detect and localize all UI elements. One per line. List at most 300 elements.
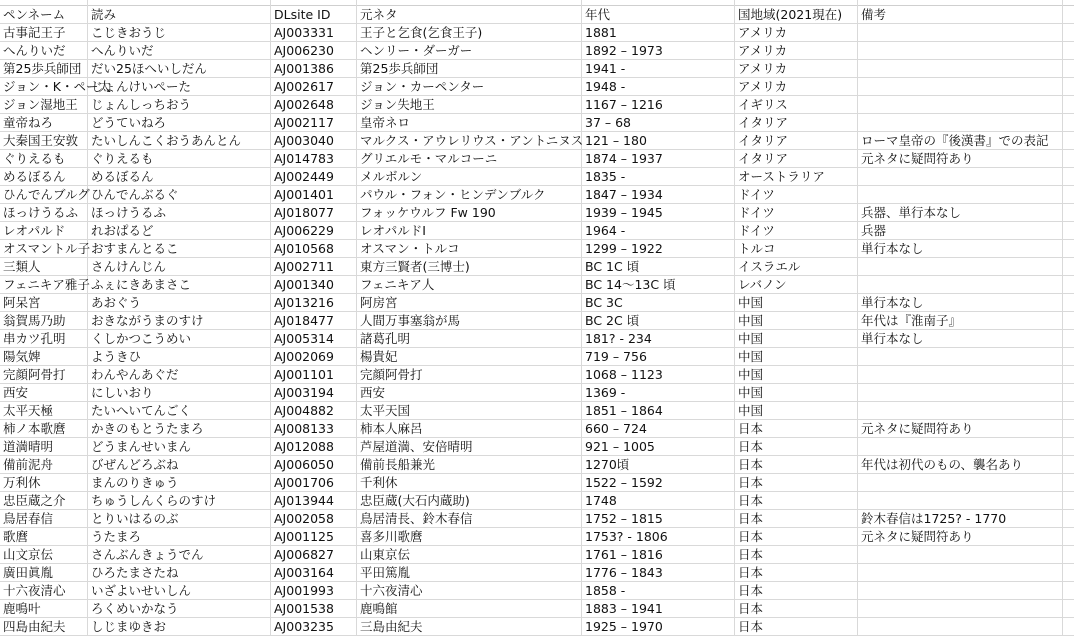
cell-source[interactable]: 柿本人麻呂 bbox=[357, 420, 582, 437]
table-row bbox=[0, 384, 1074, 402]
cell-notes[interactable]: 元ネタに疑問符あり bbox=[858, 420, 1063, 437]
cell-notes[interactable]: 鈴木春信は1725? - 1770 bbox=[858, 510, 1063, 527]
cell-empty[interactable] bbox=[1063, 96, 1074, 113]
cell-source[interactable]: ヘンリー・ダーガー bbox=[357, 42, 582, 59]
cell-empty[interactable] bbox=[1063, 222, 1074, 239]
table-row bbox=[0, 168, 1074, 186]
cell-reading[interactable]: ぐりえるも bbox=[88, 150, 271, 167]
table-row bbox=[0, 276, 1074, 294]
cell-reading[interactable]: まんのりきゅう bbox=[88, 474, 271, 491]
cell-pen-name[interactable]: 陽気婢 bbox=[0, 348, 88, 365]
cell-country[interactable]: イタリア bbox=[735, 150, 858, 167]
cell-empty[interactable] bbox=[1063, 438, 1074, 455]
cell-notes[interactable] bbox=[858, 114, 1063, 131]
cell-pen-name[interactable]: 山文京伝 bbox=[0, 546, 88, 563]
cell-country[interactable]: トルコ bbox=[735, 240, 858, 257]
cell-notes[interactable] bbox=[858, 384, 1063, 401]
cell-empty[interactable] bbox=[1063, 150, 1074, 167]
cell-pen-name[interactable]: めるぼるん bbox=[0, 168, 88, 185]
cell-era[interactable]: 121 – 180 bbox=[582, 132, 735, 149]
cell-source[interactable]: フォッケウルフ Fw 190 bbox=[357, 204, 582, 221]
cell-empty[interactable] bbox=[1063, 582, 1074, 599]
table-row bbox=[0, 222, 1074, 240]
cell-reading[interactable]: おきながうまのすけ bbox=[88, 312, 271, 329]
cell-country[interactable]: 日本 bbox=[735, 528, 858, 545]
cell-empty[interactable] bbox=[1063, 330, 1074, 347]
cell-era[interactable]: 1522 – 1592 bbox=[582, 474, 735, 491]
cell-reading[interactable]: ふぇにきあまさこ bbox=[88, 276, 271, 293]
cell-dlsite-id[interactable]: AJ003331 bbox=[271, 24, 357, 41]
cell-pen-name[interactable]: ジョン・K・ペー太 bbox=[0, 78, 88, 95]
cell-empty[interactable] bbox=[1063, 60, 1074, 77]
cell-dlsite-id[interactable]: AJ001993 bbox=[271, 582, 357, 599]
cell-empty[interactable] bbox=[1063, 456, 1074, 473]
cell-country[interactable]: オーストラリア bbox=[735, 168, 858, 185]
table-row bbox=[0, 474, 1074, 492]
cell-era[interactable]: 181? - 234 bbox=[582, 330, 735, 347]
cell-reading[interactable]: とりいはるのぶ bbox=[88, 510, 271, 527]
cell-source[interactable]: マルクス・アウレリウス・アントニヌス bbox=[357, 132, 582, 149]
cell-pen-name[interactable]: 柿ノ本歌麿 bbox=[0, 420, 88, 437]
cell-pen-name[interactable]: 廣田眞胤 bbox=[0, 564, 88, 581]
cell-era[interactable]: 719 – 756 bbox=[582, 348, 735, 365]
table-row bbox=[0, 438, 1074, 456]
cell-source[interactable]: 千利休 bbox=[357, 474, 582, 491]
cell-notes[interactable] bbox=[858, 186, 1063, 203]
cell-pen-name[interactable]: 古事記王子 bbox=[0, 24, 88, 41]
cell-notes[interactable] bbox=[858, 618, 1063, 635]
cell-country[interactable]: 中国 bbox=[735, 330, 858, 347]
cell-source[interactable]: 楊貴妃 bbox=[357, 348, 582, 365]
cell-country[interactable]: アメリカ bbox=[735, 42, 858, 59]
table-row bbox=[0, 582, 1074, 600]
cell-pen-name[interactable]: 十六夜清心 bbox=[0, 582, 88, 599]
cell-notes[interactable] bbox=[858, 96, 1063, 113]
cell-dlsite-id[interactable]: AJ002117 bbox=[271, 114, 357, 131]
cell-country[interactable]: イギリス bbox=[735, 96, 858, 113]
header-source[interactable]: 元ネタ bbox=[357, 6, 582, 23]
cell-reading[interactable]: ようきひ bbox=[88, 348, 271, 365]
cell-era[interactable]: 1925 – 1970 bbox=[582, 618, 735, 635]
cell-source[interactable]: 皇帝ネロ bbox=[357, 114, 582, 131]
cell-reading[interactable]: どうていねろ bbox=[88, 114, 271, 131]
cell-empty[interactable] bbox=[1063, 600, 1074, 617]
cell-source[interactable]: 鹿鳴館 bbox=[357, 600, 582, 617]
cell-dlsite-id[interactable]: AJ001340 bbox=[271, 276, 357, 293]
cell-empty[interactable] bbox=[1063, 474, 1074, 491]
cell-country[interactable]: イタリア bbox=[735, 132, 858, 149]
cell-era[interactable]: 1964 - bbox=[582, 222, 735, 239]
cell-era[interactable]: 1948 - bbox=[582, 78, 735, 95]
cell-pen-name[interactable]: レオパルド bbox=[0, 222, 88, 239]
cell-dlsite-id[interactable]: AJ003164 bbox=[271, 564, 357, 581]
cell-country[interactable]: 日本 bbox=[735, 438, 858, 455]
cell-source[interactable]: ジョン・カーペンター bbox=[357, 78, 582, 95]
cell-source[interactable]: 東方三賢者(三博士) bbox=[357, 258, 582, 275]
cell-reading[interactable]: びぜんどろぶね bbox=[88, 456, 271, 473]
cell-country[interactable]: イスラエル bbox=[735, 258, 858, 275]
cell-source[interactable]: 芦屋道満、安倍晴明 bbox=[357, 438, 582, 455]
cell-empty[interactable] bbox=[1063, 348, 1074, 365]
cell-notes[interactable]: 年代は初代のもの、襲名あり bbox=[858, 456, 1063, 473]
cell-notes[interactable] bbox=[858, 546, 1063, 563]
cell-pen-name[interactable]: 鳥居春信 bbox=[0, 510, 88, 527]
cell-reading[interactable]: たいしんこくおうあんとん bbox=[88, 132, 271, 149]
cell-pen-name[interactable]: 万利休 bbox=[0, 474, 88, 491]
cell-empty[interactable] bbox=[1063, 366, 1074, 383]
cell-empty[interactable] bbox=[1063, 546, 1074, 563]
cell-reading[interactable]: いざよいせいしん bbox=[88, 582, 271, 599]
cell-era[interactable]: 1858 - bbox=[582, 582, 735, 599]
cell-source[interactable]: フェニキア人 bbox=[357, 276, 582, 293]
cell-pen-name[interactable]: ジョン湿地王 bbox=[0, 96, 88, 113]
cell-era[interactable]: 1892 – 1973 bbox=[582, 42, 735, 59]
cell-pen-name[interactable]: 童帝ねろ bbox=[0, 114, 88, 131]
cell-notes[interactable] bbox=[858, 258, 1063, 275]
cell-pen-name[interactable]: 西安 bbox=[0, 384, 88, 401]
cell-source[interactable]: 王子と乞食(乞食王子) bbox=[357, 24, 582, 41]
cell-notes[interactable] bbox=[858, 60, 1063, 77]
table-row bbox=[0, 78, 1074, 96]
cell-era[interactable]: 1883 – 1941 bbox=[582, 600, 735, 617]
cell-country[interactable]: アメリカ bbox=[735, 60, 858, 77]
cell-pen-name[interactable]: へんりいだ bbox=[0, 42, 88, 59]
cell-pen-name[interactable]: 備前泥舟 bbox=[0, 456, 88, 473]
cell-notes[interactable]: 元ネタに疑問符あり bbox=[858, 528, 1063, 545]
cell-era[interactable]: 1299 – 1922 bbox=[582, 240, 735, 257]
cell-country[interactable]: ドイツ bbox=[735, 204, 858, 221]
cell-source[interactable]: 平田篤胤 bbox=[357, 564, 582, 581]
table-row bbox=[0, 150, 1074, 168]
cell-empty[interactable] bbox=[1063, 204, 1074, 221]
cell-dlsite-id[interactable]: AJ018077 bbox=[271, 204, 357, 221]
cell-notes[interactable] bbox=[858, 42, 1063, 59]
table-row bbox=[0, 402, 1074, 420]
cell-dlsite-id[interactable]: AJ002069 bbox=[271, 348, 357, 365]
cell-reading[interactable]: しじまゆきお bbox=[88, 618, 271, 635]
header-row bbox=[0, 6, 1074, 24]
cell-empty[interactable] bbox=[1063, 492, 1074, 509]
cell-notes[interactable]: 兵器 bbox=[858, 222, 1063, 239]
cell-era[interactable]: BC 1C 頃 bbox=[582, 258, 735, 275]
cell-era[interactable]: 1941 - bbox=[582, 60, 735, 77]
cell-notes[interactable] bbox=[858, 24, 1063, 41]
cell-notes[interactable] bbox=[858, 582, 1063, 599]
cell-dlsite-id[interactable]: AJ002617 bbox=[271, 78, 357, 95]
cell-pen-name[interactable]: 忠臣蔵之介 bbox=[0, 492, 88, 509]
cell-source[interactable]: レオパルドI bbox=[357, 222, 582, 239]
cell-country[interactable]: ドイツ bbox=[735, 222, 858, 239]
cell-reading[interactable]: ろくめいかなう bbox=[88, 600, 271, 617]
cell-dlsite-id[interactable]: AJ006229 bbox=[271, 222, 357, 239]
cell-dlsite-id[interactable]: AJ002058 bbox=[271, 510, 357, 527]
cell-era[interactable]: BC 2C 頃 bbox=[582, 312, 735, 329]
cell-reading[interactable]: ひろたまさたね bbox=[88, 564, 271, 581]
cell-notes[interactable] bbox=[858, 474, 1063, 491]
cell-empty[interactable] bbox=[1063, 42, 1074, 59]
cell-era[interactable]: 1939 – 1945 bbox=[582, 204, 735, 221]
cell-reading[interactable]: たいへいてんごく bbox=[88, 402, 271, 419]
cell-era[interactable]: 1776 – 1843 bbox=[582, 564, 735, 581]
cell-reading[interactable]: れおぱるど bbox=[88, 222, 271, 239]
header-pen-name[interactable]: ペンネーム bbox=[0, 6, 88, 23]
cell-dlsite-id[interactable]: AJ002648 bbox=[271, 96, 357, 113]
cell-notes[interactable] bbox=[858, 492, 1063, 509]
cell-dlsite-id[interactable]: AJ008133 bbox=[271, 420, 357, 437]
cell-notes[interactable] bbox=[858, 366, 1063, 383]
cell-era[interactable]: 1270頃 bbox=[582, 456, 735, 473]
cell-reading[interactable]: さんぶんきょうでん bbox=[88, 546, 271, 563]
cell-reading[interactable]: じょんしっちおう bbox=[88, 96, 271, 113]
cell-pen-name[interactable]: 三類人 bbox=[0, 258, 88, 275]
cell-reading[interactable]: くしかつこうめい bbox=[88, 330, 271, 347]
cell-era[interactable]: 1881 bbox=[582, 24, 735, 41]
cell-pen-name[interactable]: 翁賀馬乃助 bbox=[0, 312, 88, 329]
cell-era[interactable]: 1847 – 1934 bbox=[582, 186, 735, 203]
cell-country[interactable]: 日本 bbox=[735, 420, 858, 437]
cell-dlsite-id[interactable]: AJ001538 bbox=[271, 600, 357, 617]
cell-empty[interactable] bbox=[1063, 132, 1074, 149]
cell-source[interactable]: 完顔阿骨打 bbox=[357, 366, 582, 383]
cell-pen-name[interactable]: 道満晴明 bbox=[0, 438, 88, 455]
cell-notes[interactable]: 年代は『淮南子』 bbox=[858, 312, 1063, 329]
cell-era[interactable]: 1761 – 1816 bbox=[582, 546, 735, 563]
cell-notes[interactable] bbox=[858, 600, 1063, 617]
cell-source[interactable]: 三島由紀夫 bbox=[357, 618, 582, 635]
cell-empty[interactable] bbox=[1063, 402, 1074, 419]
cell-era[interactable]: 1752 – 1815 bbox=[582, 510, 735, 527]
cell-country[interactable]: 中国 bbox=[735, 348, 858, 365]
cell-dlsite-id[interactable]: AJ001706 bbox=[271, 474, 357, 491]
cell-reading[interactable]: じょんけいぺーた bbox=[88, 78, 271, 95]
cell-reading[interactable]: へんりいだ bbox=[88, 42, 271, 59]
cell-dlsite-id[interactable]: AJ003040 bbox=[271, 132, 357, 149]
table-row bbox=[0, 114, 1074, 132]
cell-country[interactable]: 日本 bbox=[735, 492, 858, 509]
cell-era[interactable]: 1851 – 1864 bbox=[582, 402, 735, 419]
cell-era[interactable]: BC 14～13C 頃 bbox=[582, 276, 735, 293]
cell-era[interactable]: 1369 - bbox=[582, 384, 735, 401]
cell-era[interactable]: 1753? - 1806 bbox=[582, 528, 735, 545]
cell-dlsite-id[interactable]: AJ001386 bbox=[271, 60, 357, 77]
cell-pen-name[interactable]: 完顔阿骨打 bbox=[0, 366, 88, 383]
cell-pen-name[interactable]: 大秦国王安敦 bbox=[0, 132, 88, 149]
cell-country[interactable]: アメリカ bbox=[735, 78, 858, 95]
cell-country[interactable]: 中国 bbox=[735, 312, 858, 329]
cell-country[interactable]: 日本 bbox=[735, 582, 858, 599]
table-row bbox=[0, 528, 1074, 546]
cell-reading[interactable]: ちゅうしんくらのすけ bbox=[88, 492, 271, 509]
cell-notes[interactable] bbox=[858, 438, 1063, 455]
cell-source[interactable]: ジョン失地王 bbox=[357, 96, 582, 113]
cell-empty[interactable] bbox=[1063, 276, 1074, 293]
cell-empty[interactable] bbox=[1063, 510, 1074, 527]
cell-empty[interactable] bbox=[1063, 78, 1074, 95]
cell-era[interactable]: 1068 – 1123 bbox=[582, 366, 735, 383]
cell-country[interactable]: 日本 bbox=[735, 456, 858, 473]
cell-country[interactable]: アメリカ bbox=[735, 24, 858, 41]
cell-era[interactable]: 1874 – 1937 bbox=[582, 150, 735, 167]
cell-pen-name[interactable]: 鹿鳴叶 bbox=[0, 600, 88, 617]
cell-country[interactable]: 日本 bbox=[735, 618, 858, 635]
cell-source[interactable]: 阿房宮 bbox=[357, 294, 582, 311]
cell-dlsite-id[interactable]: AJ001125 bbox=[271, 528, 357, 545]
cell-era[interactable]: BC 3C bbox=[582, 294, 735, 311]
cell-era[interactable]: 1835 - bbox=[582, 168, 735, 185]
cell-source[interactable]: グリエルモ・マルコーニ bbox=[357, 150, 582, 167]
cell-reading[interactable]: あおぐう bbox=[88, 294, 271, 311]
cell-notes[interactable] bbox=[858, 78, 1063, 95]
cell-empty[interactable] bbox=[1063, 258, 1074, 275]
cell-dlsite-id[interactable]: AJ005314 bbox=[271, 330, 357, 347]
cell-dlsite-id[interactable]: AJ012088 bbox=[271, 438, 357, 455]
cell-notes[interactable] bbox=[858, 564, 1063, 581]
cell-source[interactable]: オスマン・トルコ bbox=[357, 240, 582, 257]
cell-reading[interactable]: どうまんせいまん bbox=[88, 438, 271, 455]
cell-empty[interactable] bbox=[1063, 294, 1074, 311]
cell-source[interactable]: パウル・フォン・ヒンデンブルク bbox=[357, 186, 582, 203]
cell-country[interactable]: 日本 bbox=[735, 474, 858, 491]
cell-reading[interactable]: かきのもとうたまろ bbox=[88, 420, 271, 437]
cell-pen-name[interactable]: ほっけうるふ bbox=[0, 204, 88, 221]
cell-pen-name[interactable]: フェニキア雅子 bbox=[0, 276, 88, 293]
cell-empty[interactable] bbox=[1063, 240, 1074, 257]
cell-notes[interactable] bbox=[858, 348, 1063, 365]
cell-era[interactable]: 37 – 68 bbox=[582, 114, 735, 131]
cell-country[interactable]: 日本 bbox=[735, 510, 858, 527]
cell-notes[interactable]: 元ネタに疑問符あり bbox=[858, 150, 1063, 167]
cell-empty[interactable] bbox=[1063, 6, 1074, 23]
cell-source[interactable]: 人間万事塞翁が馬 bbox=[357, 312, 582, 329]
cell-reading[interactable]: ひんでんぶるぐ bbox=[88, 186, 271, 203]
cell-notes[interactable]: 単行本なし bbox=[858, 294, 1063, 311]
cell-source[interactable]: 山東京伝 bbox=[357, 546, 582, 563]
cell-dlsite-id[interactable]: AJ001401 bbox=[271, 186, 357, 203]
header-era[interactable]: 年代 bbox=[582, 6, 735, 23]
table-row bbox=[0, 492, 1074, 510]
cell-empty[interactable] bbox=[1063, 114, 1074, 131]
cell-reading[interactable]: にしいおり bbox=[88, 384, 271, 401]
cell-empty[interactable] bbox=[1063, 420, 1074, 437]
cell-source[interactable]: 第25歩兵師団 bbox=[357, 60, 582, 77]
cell-notes[interactable]: 兵器、単行本なし bbox=[858, 204, 1063, 221]
cell-dlsite-id[interactable]: AJ002449 bbox=[271, 168, 357, 185]
cell-dlsite-id[interactable]: AJ004882 bbox=[271, 402, 357, 419]
table-row bbox=[0, 348, 1074, 366]
cell-dlsite-id[interactable]: AJ006230 bbox=[271, 42, 357, 59]
cell-reading[interactable]: めるぼるん bbox=[88, 168, 271, 185]
cell-source[interactable]: 西安 bbox=[357, 384, 582, 401]
cell-dlsite-id[interactable]: AJ014783 bbox=[271, 150, 357, 167]
cell-source[interactable]: 太平天国 bbox=[357, 402, 582, 419]
cell-reading[interactable]: うたまろ bbox=[88, 528, 271, 545]
cell-country[interactable]: ドイツ bbox=[735, 186, 858, 203]
cell-dlsite-id[interactable]: AJ018477 bbox=[271, 312, 357, 329]
cell-pen-name[interactable]: 第25歩兵師団 bbox=[0, 60, 88, 77]
cell-country[interactable]: 中国 bbox=[735, 402, 858, 419]
cell-dlsite-id[interactable]: AJ013216 bbox=[271, 294, 357, 311]
cell-reading[interactable]: さんけんじん bbox=[88, 258, 271, 275]
cell-reading[interactable]: だい25ほへいしだん bbox=[88, 60, 271, 77]
table-row bbox=[0, 312, 1074, 330]
cell-pen-name[interactable]: 串カツ孔明 bbox=[0, 330, 88, 347]
cell-empty[interactable] bbox=[1063, 564, 1074, 581]
cell-source[interactable]: 忠臣蔵(大石内蔵助) bbox=[357, 492, 582, 509]
cell-country[interactable]: 中国 bbox=[735, 366, 858, 383]
cell-country[interactable]: 日本 bbox=[735, 546, 858, 563]
cell-dlsite-id[interactable]: AJ006827 bbox=[271, 546, 357, 563]
cell-pen-name[interactable]: オスマントル子 bbox=[0, 240, 88, 257]
cell-dlsite-id[interactable]: AJ003235 bbox=[271, 618, 357, 635]
cell-source[interactable]: 諸葛孔明 bbox=[357, 330, 582, 347]
cell-notes[interactable] bbox=[858, 276, 1063, 293]
cell-empty[interactable] bbox=[1063, 528, 1074, 545]
cell-country[interactable]: イタリア bbox=[735, 114, 858, 131]
cell-era[interactable]: 1167 – 1216 bbox=[582, 96, 735, 113]
cell-source[interactable]: メルボルン bbox=[357, 168, 582, 185]
cell-era[interactable]: 660 – 724 bbox=[582, 420, 735, 437]
cell-country[interactable]: 中国 bbox=[735, 294, 858, 311]
cell-reading[interactable]: ほっけうるふ bbox=[88, 204, 271, 221]
cell-empty[interactable] bbox=[1063, 384, 1074, 401]
table-row bbox=[0, 456, 1074, 474]
cell-empty[interactable] bbox=[1063, 312, 1074, 329]
cell-dlsite-id[interactable]: AJ001101 bbox=[271, 366, 357, 383]
cell-pen-name[interactable]: 阿呆宮 bbox=[0, 294, 88, 311]
cell-pen-name[interactable]: ひんでんブルグ bbox=[0, 186, 88, 203]
cell-pen-name[interactable]: 四島由紀夫 bbox=[0, 618, 88, 635]
cell-reading[interactable]: こじきおうじ bbox=[88, 24, 271, 41]
table-row bbox=[0, 564, 1074, 582]
cell-pen-name[interactable]: ぐりえるも bbox=[0, 150, 88, 167]
table-row bbox=[0, 24, 1074, 42]
cell-empty[interactable] bbox=[1063, 618, 1074, 635]
cell-notes[interactable]: 単行本なし bbox=[858, 240, 1063, 257]
cell-source[interactable]: 十六夜清心 bbox=[357, 582, 582, 599]
cell-dlsite-id[interactable]: AJ003194 bbox=[271, 384, 357, 401]
cell-reading[interactable]: おすまんとるこ bbox=[88, 240, 271, 257]
cell-dlsite-id[interactable]: AJ010568 bbox=[271, 240, 357, 257]
cell-source[interactable]: 備前長船兼光 bbox=[357, 456, 582, 473]
cell-pen-name[interactable]: 歌麿 bbox=[0, 528, 88, 545]
header-reading[interactable]: 読み bbox=[88, 6, 271, 23]
cell-era[interactable]: 921 – 1005 bbox=[582, 438, 735, 455]
cell-source[interactable]: 喜多川歌麿 bbox=[357, 528, 582, 545]
cell-dlsite-id[interactable]: AJ002711 bbox=[271, 258, 357, 275]
cell-dlsite-id[interactable]: AJ006050 bbox=[271, 456, 357, 473]
cell-country[interactable]: 日本 bbox=[735, 600, 858, 617]
cell-reading[interactable]: わんやんあぐだ bbox=[88, 366, 271, 383]
cell-notes[interactable] bbox=[858, 168, 1063, 185]
cell-country[interactable]: 日本 bbox=[735, 564, 858, 581]
cell-country[interactable]: レバノン bbox=[735, 276, 858, 293]
header-dlsite-id[interactable]: DLsite ID bbox=[271, 6, 357, 23]
cell-empty[interactable] bbox=[1063, 186, 1074, 203]
cell-notes[interactable]: ローマ皇帝の『後漢書』での表記 bbox=[858, 132, 1063, 149]
cell-dlsite-id[interactable]: AJ013944 bbox=[271, 492, 357, 509]
cell-notes[interactable]: 単行本なし bbox=[858, 330, 1063, 347]
cell-empty[interactable] bbox=[1063, 24, 1074, 41]
cell-notes[interactable] bbox=[858, 402, 1063, 419]
cell-pen-name[interactable]: 太平天極 bbox=[0, 402, 88, 419]
cell-era[interactable]: 1748 bbox=[582, 492, 735, 509]
cell-empty[interactable] bbox=[1063, 168, 1074, 185]
table-row bbox=[0, 42, 1074, 60]
header-notes[interactable]: 備考 bbox=[858, 6, 1063, 23]
cell-country[interactable]: 中国 bbox=[735, 384, 858, 401]
cell-source[interactable]: 鳥居清長、鈴木春信 bbox=[357, 510, 582, 527]
header-country[interactable]: 国地域(2021現在) bbox=[735, 6, 858, 23]
